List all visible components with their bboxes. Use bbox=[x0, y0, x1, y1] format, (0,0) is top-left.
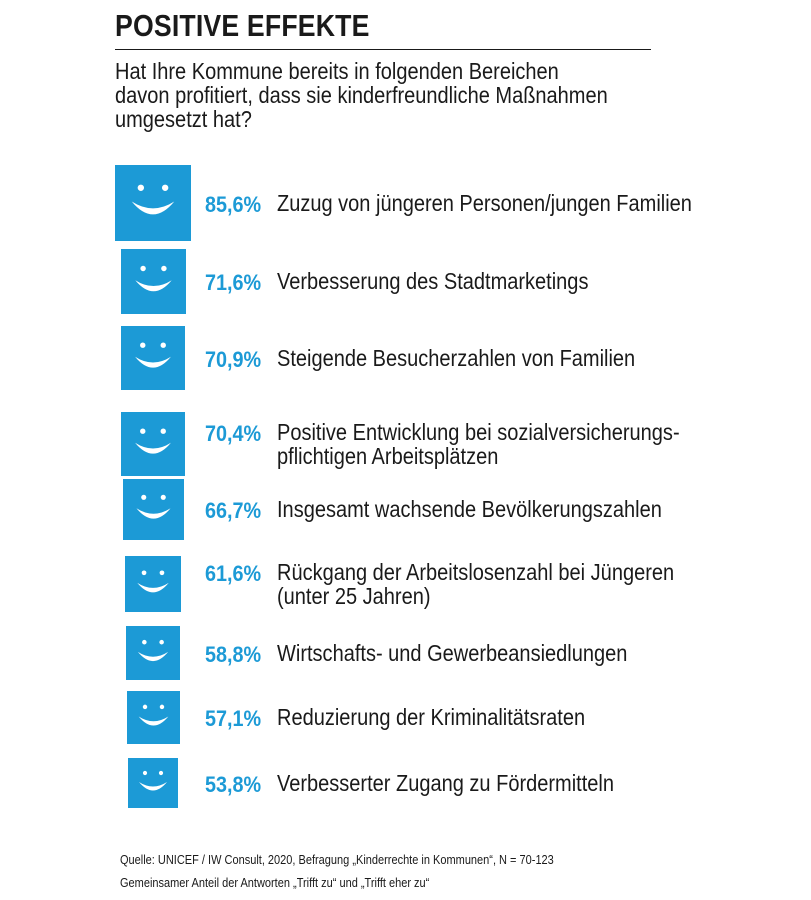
result-label-line-2: (unter 25 Jahren) bbox=[277, 583, 431, 609]
smiley-face-icon bbox=[127, 691, 180, 744]
result-label bbox=[277, 497, 662, 521]
result-label-line-1: Positive Entwicklung bei sozialversicherungs- bbox=[277, 419, 680, 445]
result-label bbox=[277, 269, 588, 293]
result-label bbox=[277, 560, 674, 608]
question-line-2: davon profitiert, dass sie kinderfreundliche Maßnahmen bbox=[115, 82, 608, 108]
result-label bbox=[277, 420, 680, 468]
result-label-line-1: Zuzug von jüngeren Personen/jungen Familien bbox=[277, 190, 692, 216]
result-label-line-1: Reduzierung der Kriminalitätsraten bbox=[277, 704, 586, 730]
page-title: POSITIVE EFFEKTE bbox=[115, 8, 370, 43]
smiley-face-icon bbox=[123, 479, 184, 540]
result-percent: 66,7% bbox=[205, 498, 262, 523]
result-label-line-1: Rückgang der Arbeitslosenzahl bei Jüngeren bbox=[277, 559, 675, 585]
result-percent: 61,6% bbox=[205, 561, 262, 586]
result-label-line-1: Verbesserter Zugang zu Fördermitteln bbox=[277, 770, 615, 796]
footnotes bbox=[120, 849, 554, 895]
result-label-line-2: pflichtigen Arbeitsplätzen bbox=[277, 443, 499, 469]
smiley-face-icon bbox=[125, 556, 181, 612]
result-label bbox=[277, 191, 692, 215]
smiley-face-icon bbox=[121, 249, 186, 314]
result-percent: 53,8% bbox=[205, 772, 262, 797]
result-percent: 57,1% bbox=[205, 706, 262, 731]
result-label-line-1: Steigende Besucherzahlen von Familien bbox=[277, 345, 636, 371]
result-label-line-1: Wirtschafts- und Gewerbeansiedlungen bbox=[277, 640, 628, 666]
source-note: Quelle: UNICEF / IW Consult, 2020, Befragung „Kinderrechte in Kommunen“, N = 70-123 bbox=[120, 853, 554, 867]
result-percent: 70,9% bbox=[205, 347, 262, 372]
question-line-3: umgesetzt hat? bbox=[115, 106, 252, 132]
result-label bbox=[277, 705, 585, 729]
result-percent: 58,8% bbox=[205, 642, 262, 667]
question-line-1: Hat Ihre Kommune bereits in folgenden Bereichen bbox=[115, 58, 559, 84]
result-percent: 71,6% bbox=[205, 270, 262, 295]
smiley-face-icon bbox=[128, 758, 178, 808]
result-percent: 70,4% bbox=[205, 421, 262, 446]
result-label-line-1: Insgesamt wachsende Bevölkerungszahlen bbox=[277, 496, 662, 522]
smiley-face-icon bbox=[121, 412, 185, 476]
result-label bbox=[277, 641, 627, 665]
result-label-line-1: Verbesserung des Stadtmarketings bbox=[277, 268, 589, 294]
answer-note: Gemeinsamer Anteil der Antworten „Trifft zu“ und „Trifft eher zu“ bbox=[120, 876, 430, 890]
result-percent: 85,6% bbox=[205, 192, 262, 217]
smiley-face-icon bbox=[126, 626, 180, 680]
result-label bbox=[277, 346, 635, 370]
smiley-face-icon bbox=[115, 165, 191, 241]
result-label bbox=[277, 771, 614, 795]
smiley-face-icon bbox=[121, 326, 185, 390]
